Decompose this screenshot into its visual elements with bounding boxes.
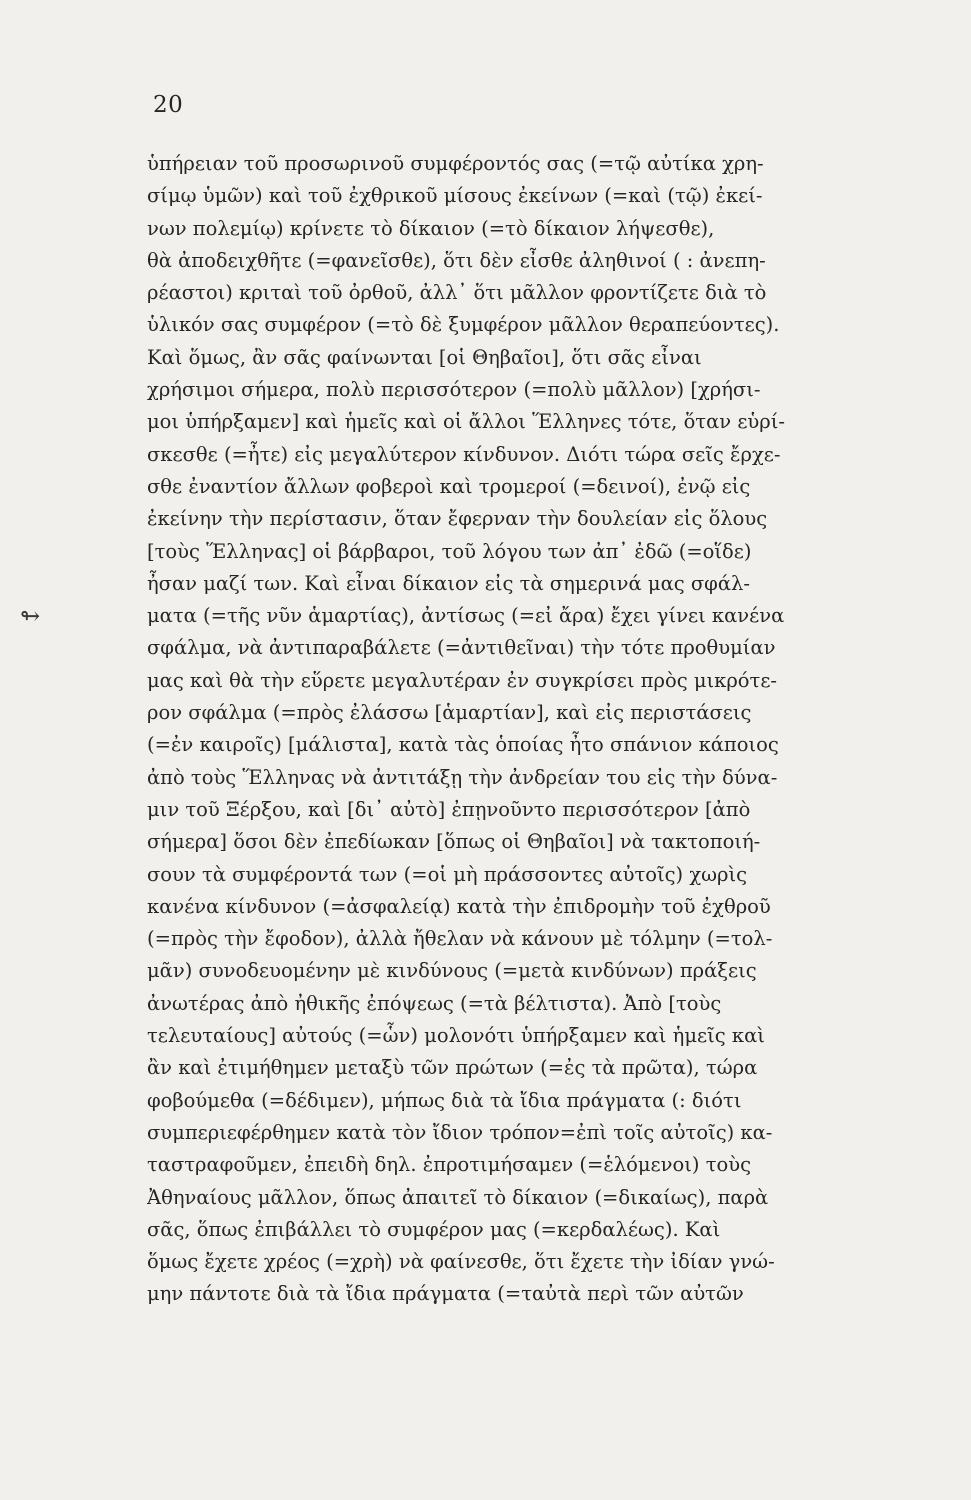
text-line: ὅμως ἔχετε χρέος (=χρὴ) νὰ φαίνεσθε, ὅτι ἔχετε τὴν ἰδίαν γνώ- <box>147 1250 775 1274</box>
text-line: ματα (=τῆς νῦν ἁμαρτίας), ἀντίσως (=εἰ ἄρα) ἔχει γίνει κανένα <box>147 604 785 628</box>
text-line: ἐκείνην τὴν περίστασιν, ὅταν ἔφερναν τὴν δουλείαν εἰς ὅλους <box>147 507 768 531</box>
text-line: ρέαστοι) κριταὶ τοῦ ὀρθοῦ, ἀλλ᾽ ὅτι μᾶλλον φροντίζετε διὰ τὸ <box>147 281 767 305</box>
text-line: τελευταίους] αὐτούς (=ὧν) μολονότι ὑπήρξαμεν καὶ ἡμεῖς καὶ <box>147 1024 765 1048</box>
text-line: ὑπήρειαν τοῦ προσωρινοῦ συμφέροντός σας (=τῷ αὐτίκα χρη- <box>147 152 764 175</box>
text-line: σφάλμα, νὰ ἀντιπαραβάλετε (=ἀντιθεῖναι) τὴν τότε προθυμίαν <box>147 636 776 660</box>
text-line: (=ἐν καιροῖς) [μάλιστα], κατὰ τὰς ὁποίας ἦτο σπάνιον κάποιος <box>147 733 779 757</box>
text-line: [τοὺς Ἕλληνας] οἱ βάρβαροι, τοῦ λόγου των ἀπ᾽ ἐδῶ (=οἵδε) <box>147 539 752 563</box>
text-line: ὑλικόν σας συμφέρον (=τὸ δὲ ξυμφέρον μᾶλλον θεραπεύοντες). <box>147 313 780 337</box>
text-line: ἀπὸ τοὺς Ἕλληνας νὰ ἀντιτάξῃ τὴν ἀνδρείαν του εἰς τὴν δύνα- <box>147 765 778 789</box>
text-line: ἀνωτέρας ἀπὸ ἠθικῆς ἐπόψεως (=τὰ βέλτιστα). Ἀπὸ [τοὺς <box>147 991 722 1015</box>
text-line: κανένα κίνδυνον (=ἀσφαλείᾳ) κατὰ τὴν ἐπιδρομὴν τοῦ ἐχθροῦ <box>147 894 771 918</box>
text-line: νων πολεμίῳ) κρίνετε τὸ δίκαιον (=τὸ δίκαιον λήψεσθε), <box>147 216 715 240</box>
text-line: ρον σφάλμα (=πρὸς ἐλάσσω [ἁμαρτίαν], καὶ εἰς περιστάσεις <box>147 701 752 725</box>
text-line: ἂν καὶ ἐτιμήθημεν μεταξὺ τῶν πρώτων (=ἐς τὰ πρῶτα), τώρα <box>147 1056 758 1080</box>
text-line: φοβούμεθα (=δέδιμεν), μήπως διὰ τὰ ἴδια πράγματα (: διότι <box>147 1088 742 1112</box>
text-line: μιν τοῦ Ξέρξου, καὶ [δι᾽ αὐτὸ] ἐπῃνοῦντο περισσότερον [ἀπὸ <box>147 797 751 821</box>
body-text <box>147 148 879 1311</box>
text-line: σθε ἐναντίον ἄλλων φοβεροὶ καὶ τρομεροί (=δεινοί), ἐνῷ εἰς <box>147 474 751 498</box>
text-line: συμπεριεφέρθημεν κατὰ τὸν ἴδιον τρόπον=ἐπὶ τοῖς αὐτοῖς) κα- <box>147 1120 773 1144</box>
text-line: μᾶν) συνοδευομένην μὲ κινδύνους (=μετὰ κινδύνων) πράξεις <box>147 959 757 983</box>
text-line: ταστραφοῦμεν, ἐπειδὴ δηλ. ἐπροτιμήσαμεν (=ἑλόμενοι) τοὺς <box>147 1153 752 1177</box>
text-line: Ἀθηναίους μᾶλλον, ὅπως ἀπαιτεῖ τὸ δίκαιον (=δικαίως), παρὰ <box>147 1185 769 1209</box>
text-line: μας καὶ θὰ τὴν εὕρετε μεγαλυτέραν ἐν συγκρίσει πρὸς μικρότε- <box>147 668 778 692</box>
text-line: (=πρὸς τὴν ἔφοδον), ἀλλὰ ἤθελαν νὰ κάνουν μὲ τόλμην (=τολ- <box>147 927 773 951</box>
text-line: σήμερα] ὅσοι δὲν ἐπεδίωκαν [ὅπως οἱ Θηβαῖοι] νὰ τακτοποιή- <box>147 830 761 854</box>
text-line: σκεσθε (=ἦτε) εἰς μεγαλύτερον κίνδυνον. Διότι τώρα σεῖς ἔρχε- <box>147 442 781 466</box>
text-line: σίμῳ ὑμῶν) καὶ τοῦ ἐχθρικοῦ μίσους ἐκείνων (=καὶ (τῷ) ἐκεί- <box>147 184 763 208</box>
text-line: ἦσαν μαζί των. Καὶ εἶναι δίκαιον εἰς τὰ σημερινά μας σφάλ- <box>147 571 750 595</box>
page-number: 20 <box>153 92 184 118</box>
text-line: σουν τὰ συμφέροντά των (=οἱ μὴ πράσσοντες αὐτοῖς) χωρὶς <box>147 862 748 886</box>
text-line: σᾶς, ὅπως ἐπιβάλλει τὸ συμφέρον μας (=κερδαλέως). Καὶ <box>147 1217 721 1241</box>
text-line: θὰ ἀποδειχθῆτε (=φανεῖσθε), ὅτι δὲν εἶσθε ἀληθινοί ( : ἀνεπη- <box>147 248 766 272</box>
text-line: χρήσιμοι σήμερα, πολὺ περισσότερον (=πολὺ μᾶλλον) [χρήσι- <box>147 378 761 402</box>
text-line: Καὶ ὅμως, ἂν σᾶς φαίνωνται [οἱ Θηβαῖοι], ὅτι σᾶς εἶναι <box>147 345 702 369</box>
text-line: μοι ὑπήρξαμεν] καὶ ἡμεῖς καὶ οἱ ἄλλοι Ἕλληνες τότε, ὅταν εὑρί- <box>147 410 785 434</box>
handwritten-arrow-mark: ↬ <box>20 602 41 630</box>
text-line: μην πάντοτε διὰ τὰ ἴδια πράγματα (=ταὐτὰ περὶ τῶν αὐτῶν <box>147 1282 744 1306</box>
